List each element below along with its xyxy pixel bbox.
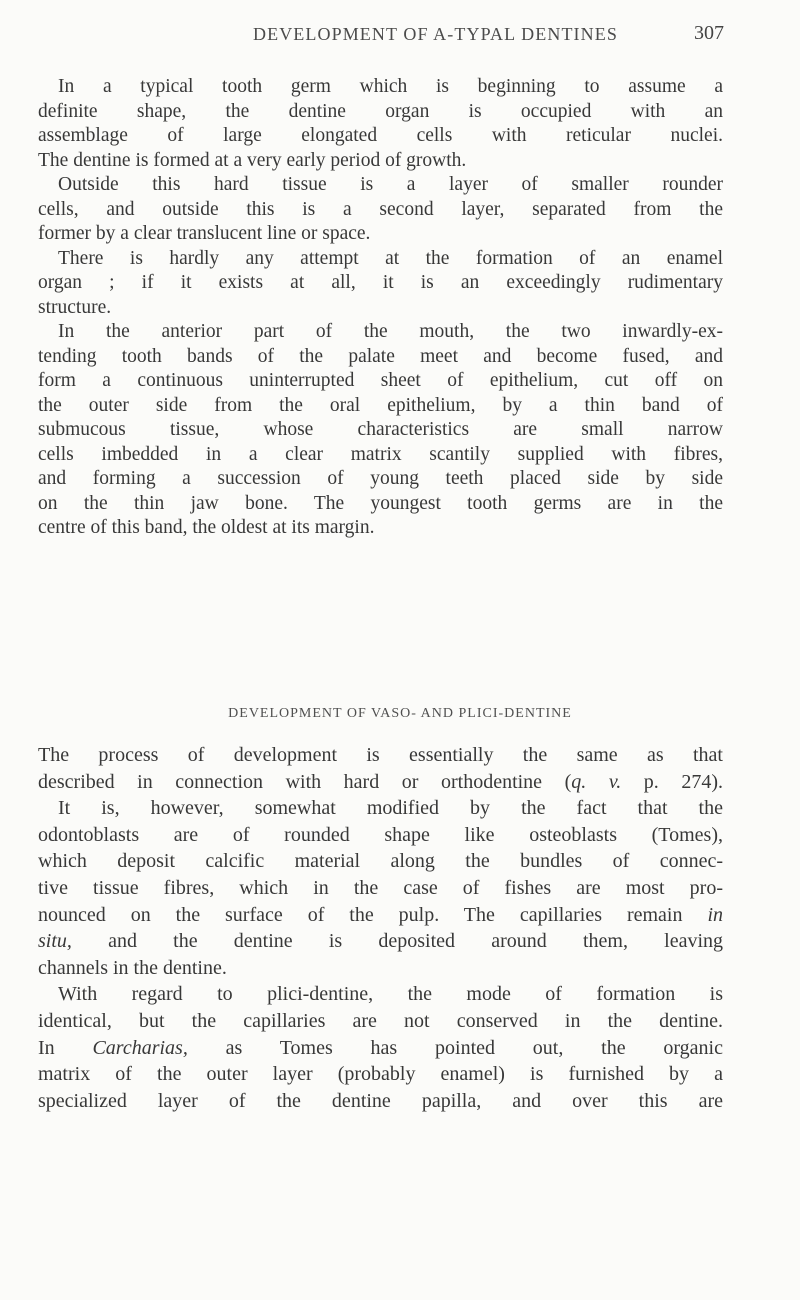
text-line: cells, and outside this is a second layer, separated from the: [38, 198, 723, 220]
text-line: form a continuous uninterrupted sheet of epithelium, cut off on: [38, 370, 723, 391]
text-fragment: In: [38, 1036, 93, 1059]
text-line: [38, 1035, 723, 1062]
paragraph: [38, 75, 723, 173]
body-text-lower: [38, 742, 723, 1114]
paragraph: [38, 247, 723, 321]
text-line: [38, 902, 723, 929]
text-line: tive tissue fibres, which in the case of fishes are most pro-: [38, 876, 723, 899]
section-heading: DEVELOPMENT OF VASO- AND PLICI-DENTINE: [228, 706, 572, 721]
text-line: former by a clear translucent line or space.: [38, 223, 371, 244]
text-line: organ ; if it exists at all, it is an exceedingly rudimentary: [38, 272, 723, 293]
text-line: and forming a succession of young teeth placed side by side: [38, 468, 723, 489]
text-line: centre of this band, the oldest at its margin.: [38, 517, 375, 538]
text-line: definite shape, the dentine organ is occupied with an: [38, 100, 723, 122]
text-line: identical, but the capillaries are not conserved in the dentine.: [38, 1009, 723, 1032]
text-line: [38, 928, 723, 955]
page-number: 307: [694, 22, 724, 44]
paragraph: [38, 173, 723, 247]
paragraph: [38, 981, 723, 1114]
text-fragment: and the dentine is deposited around them, leaving: [71, 930, 723, 953]
text-line: [38, 769, 723, 796]
text-fragment: nounced on the surface of the pulp. The capillaries remain: [38, 903, 708, 926]
text-line: channels in the dentine.: [38, 956, 227, 979]
text-line: matrix of the outer layer (probably enamel) is furnished by a: [38, 1063, 723, 1086]
text-fragment: p. 274).: [621, 770, 723, 793]
text-line: which deposit calcific material along the bundles of connec-: [38, 850, 723, 873]
body-text-upper: [38, 75, 723, 541]
text-line: specialized layer of the dentine papilla, and over this are: [38, 1089, 723, 1112]
text-line: The dentine is formed at a very early period of growth.: [38, 149, 467, 171]
text-line: The process of development is essentially the same as that: [38, 744, 723, 766]
page-header: [253, 16, 728, 52]
paragraph: [38, 742, 723, 981]
italic-text: situ,: [38, 930, 72, 953]
italic-text: q. v.: [571, 770, 622, 793]
text-line: the outer side from the oral epithelium, by a thin band of: [38, 394, 723, 416]
text-line: In a typical tooth germ which is beginning to assume a: [58, 76, 723, 97]
text-line: cells imbedded in a clear matrix scantily supplied with fibres,: [38, 443, 723, 465]
text-line: on the thin jaw bone. The youngest tooth germs are in the: [38, 492, 723, 514]
text-line: odontoblasts are of rounded shape like osteoblasts (Tomes),: [38, 823, 723, 846]
italic-text: Carcharias,: [92, 1036, 188, 1059]
text-line: There is hardly any attempt at the formation of an enamel: [58, 247, 723, 269]
text-line: structure.: [38, 296, 112, 318]
text-fragment: as Tomes has pointed out, the organic: [187, 1036, 723, 1059]
italic-text: in: [707, 903, 723, 926]
text-line: assemblage of large elongated cells with reticular nuclei.: [38, 125, 723, 146]
text-line: It is, however, somewhat modified by the fact that the: [58, 797, 723, 820]
text-line: tending tooth bands of the palate meet and become fused, and: [38, 345, 723, 367]
text-fragment: described in connection with hard or orthodentine (: [38, 770, 572, 793]
paragraph: [38, 320, 723, 541]
text-line: With regard to plici-dentine, the mode of formation is: [58, 983, 723, 1006]
text-line: In the anterior part of the mouth, the two inwardly-ex-: [58, 321, 723, 342]
text-line: Outside this hard tissue is a layer of smaller rounder: [58, 174, 723, 195]
text-line: submucous tissue, whose characteristics are small narrow: [38, 419, 723, 440]
running-head: DEVELOPMENT OF A-TYPAL DENTINES: [253, 24, 618, 44]
